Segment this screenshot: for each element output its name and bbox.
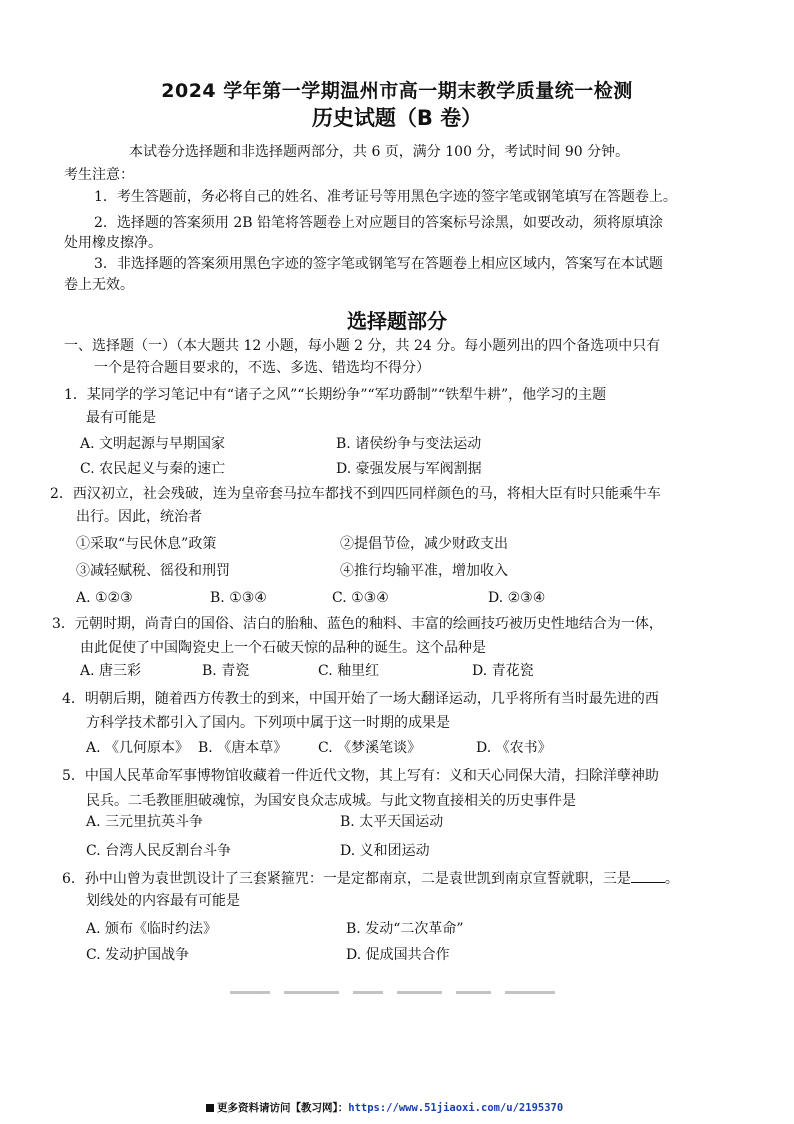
section-instructions-cont: 一个是符合题目要求的，不选、多选、错选均不得分） [94,360,430,376]
section-instructions: 一、选择题（一）（本大题共 12 小题，每小题 2 分，共 24 分。每小题列出的四个备选项中只有 [64,338,661,354]
section-title: 选择题部分 [347,309,447,333]
question-2-option-a: A. ①②③ [76,590,133,606]
question-2-stem-cont: 出行。因此，统治者 [76,509,202,525]
faded-text-line [230,988,560,996]
question-1-option-a: A. 文明起源与早期国家 [80,436,226,452]
question-2-option-b: B. ①③④ [210,590,267,606]
question-2-statement-1: ①采取“与民休息”政策 [76,536,217,552]
question-2-statement-4: ④推行均输平准，增加收入 [340,563,508,579]
question-1-stem-cont: 最有可能是 [86,410,156,426]
question-6-option-b: B. 发动“二次革命” [346,921,464,937]
question-2-stem: 2．西汉初立，社会残破，连为皇帝套马拉车都找不到四匹同样颜色的马，将相大臣有时只能乘牛车 [50,486,661,502]
question-1-stem: 1．某同学的学习笔记中有“诸子之风”“长期纷争”“军功爵制”“铁犁牛耕”，他学习的主题 [64,387,607,403]
question-4-option-b: B. 《唐本草》 [198,740,288,756]
notice-3: 3．非选择题的答案须用黑色字迹的签字笔或钢笔写在答题卷上相应区域内，答案写在本试题 [94,256,663,272]
question-3-option-b: B. 青瓷 [202,663,250,679]
question-4-stem: 4．明朝后期，随着西方传教士的到来，中国开始了一场大翻译运动，几乎将所有当时最先进的西 [62,691,659,707]
question-6-stem-cont: 划线处的内容最有可能是 [86,893,240,909]
question-2-statement-2: ②提倡节俭，减少财政支出 [340,536,508,552]
question-6-stem-end: 。 [664,871,679,887]
exam-subtitle: 历史试题（B 卷） [311,106,483,130]
notice-1: 1．考生答题前，务必将自己的姓名、准考证号等用黑色字迹的签字笔或钢笔填写在答题卷上。 [94,189,677,205]
question-4-option-a: A. 《几何原本》 [86,740,190,756]
question-6-option-d: D. 促成国共合作 [346,947,450,963]
question-6-stem [62,868,679,889]
footer-url[interactable]: https://www.51jiaoxi.com/u/2195370 [348,1102,564,1114]
question-5-stem-cont: 民兵。二毛教匪胆破魂惊，为国安良众志成城。与此文物直接相关的历史事件是 [86,793,576,809]
question-5-stem: 5．中国人民革命军事博物馆收藏着一件近代文物，其上写有：义和天心同保大清，扫除洋孽神助 [62,768,659,784]
question-6-option-c: C. 发动护国战争 [86,947,190,963]
question-2-option-c: C. ①③④ [332,590,389,606]
intro-text: 本试卷分选择题和非选择题两部分，共 6 页，满分 100 分，考试时间 90 分钟。 [129,144,630,160]
notice-2: 2．选择题的答案须用 2B 铅笔将答题卷上对应题目的答案标号涂黑，如要改动，须将原填涂 [94,215,664,231]
question-5-option-c: C. 台湾人民反割台斗争 [86,843,232,859]
footer-prefix: 更多资料请访问【教习网】： [217,1102,349,1114]
question-1-option-c: C. 农民起义与秦的速亡 [80,461,226,477]
question-3-option-a: A. 唐三彩 [80,663,142,679]
notice-2-cont: 处用橡皮擦净。 [64,235,162,251]
question-3-option-d: D. 青花瓷 [472,663,534,679]
question-5-option-d: D. 义和团运动 [340,843,430,859]
question-2-statement-3: ③减轻赋税、徭役和刑罚 [76,563,230,579]
question-4-option-c: C. 《梦溪笔谈》 [318,740,422,756]
question-6-stem-text: 6．孙中山曾为袁世凯设计了三套紧箍咒：一是定都南京，二是袁世凯到南京宣誓就职，三是 [62,871,631,887]
answer-blank [631,868,665,883]
question-5-option-b: B. 太平天国运动 [340,814,444,830]
question-5-option-a: A. 三元里抗英斗争 [86,814,204,830]
footer-link[interactable] [206,1100,563,1115]
question-2-option-d: D. ②③④ [488,590,546,606]
exam-title: 2024 学年第一学期温州市高一期末教学质量统一检测 [161,80,633,102]
question-3-stem-cont: 由此促使了中国陶瓷史上一个石破天惊的品种的诞生。这个品种是 [80,640,486,656]
flag-icon [206,1104,214,1112]
notice-label: 考生注意： [64,167,134,183]
question-1-option-d: D. 豪强发展与军阀割据 [336,461,482,477]
question-3-option-c: C. 釉里红 [318,663,380,679]
question-6-option-a: A. 颁布《临时约法》 [86,921,218,937]
question-4-option-d: D. 《农书》 [476,740,552,756]
question-1-option-b: B. 诸侯纷争与变法运动 [336,436,482,452]
question-3-stem: 3．元朝时期，尚青白的国俗、洁白的胎釉、蓝色的釉料、丰富的绘画技巧被历史性地结合为一体， [52,616,663,632]
question-4-stem-cont: 方科学技术都引入了国内。下列项中属于这一时期的成果是 [86,715,450,731]
notice-3-cont: 卷上无效。 [64,277,134,293]
